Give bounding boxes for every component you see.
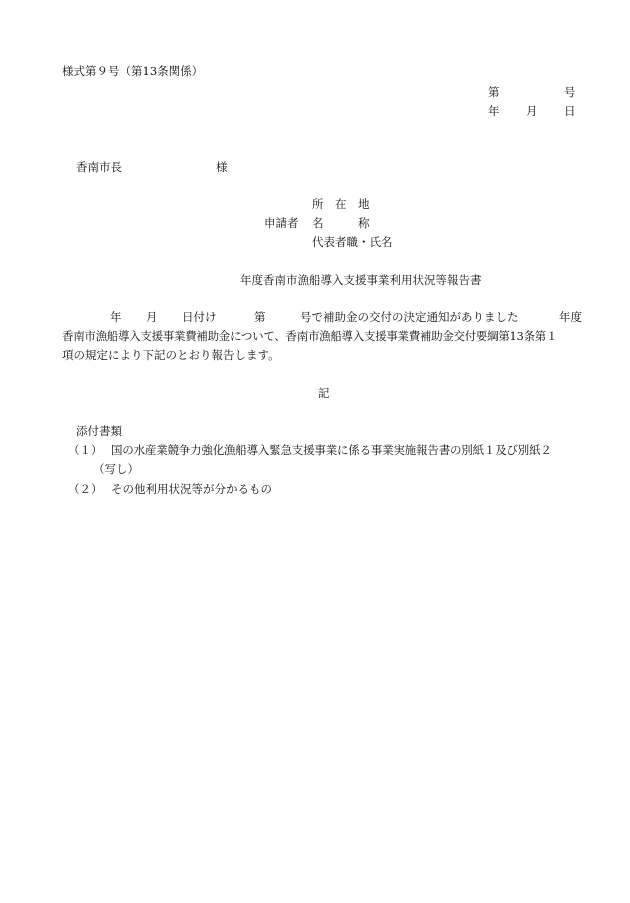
attachments-heading: 添付書類: [76, 424, 122, 438]
attachment-2-text: その他利用状況等が分かるもの: [111, 482, 272, 496]
applicant-label: 申請者: [264, 216, 299, 230]
document-number-suffix: 号: [564, 85, 576, 99]
body-line-3: 項の規定により下記のとおり報告します。: [62, 348, 280, 362]
document-number-prefix: 第: [488, 85, 500, 99]
attachment-2-marker: （２）: [68, 482, 103, 496]
applicant-name-label: 名 称: [312, 216, 370, 230]
ki-heading: 記: [318, 386, 330, 400]
attachment-1-line-2: （写し）: [93, 462, 139, 476]
attachment-1-marker: （１）: [68, 443, 103, 457]
applicant-address-label: 所 在 地: [312, 197, 370, 211]
body-line-2: 香南市漁船導入支援事業費補助金について、香南市漁船導入支援事業費補助金交付要綱第13条第１: [62, 329, 558, 343]
addressee-name: 香南市長: [76, 160, 122, 174]
date-day: 日: [564, 104, 576, 118]
body-fiscal-year: 年度: [559, 310, 582, 324]
date-month: 月: [526, 104, 538, 118]
addressee-honorific: 様: [216, 160, 228, 174]
attachment-1-line-1: 国の水産業競争力強化漁船導入緊急支援事業に係る事業実施報告書の別紙１及び別紙２: [111, 443, 552, 457]
body-month: 月: [146, 310, 158, 324]
document-title: 年度香南市漁船導入支援事業利用状況等報告書: [240, 273, 482, 287]
body-year: 年: [110, 310, 122, 324]
form-label: 様式第９号（第13条関係）: [62, 64, 204, 78]
body-date-suffix: 日付け: [182, 310, 217, 324]
body-number-prefix: 第: [254, 310, 266, 324]
applicant-representative-label: 代表者職・氏名: [312, 235, 393, 249]
date-year: 年: [488, 104, 500, 118]
body-number-text: 号で補助金の交付の決定通知がありました: [300, 310, 519, 324]
